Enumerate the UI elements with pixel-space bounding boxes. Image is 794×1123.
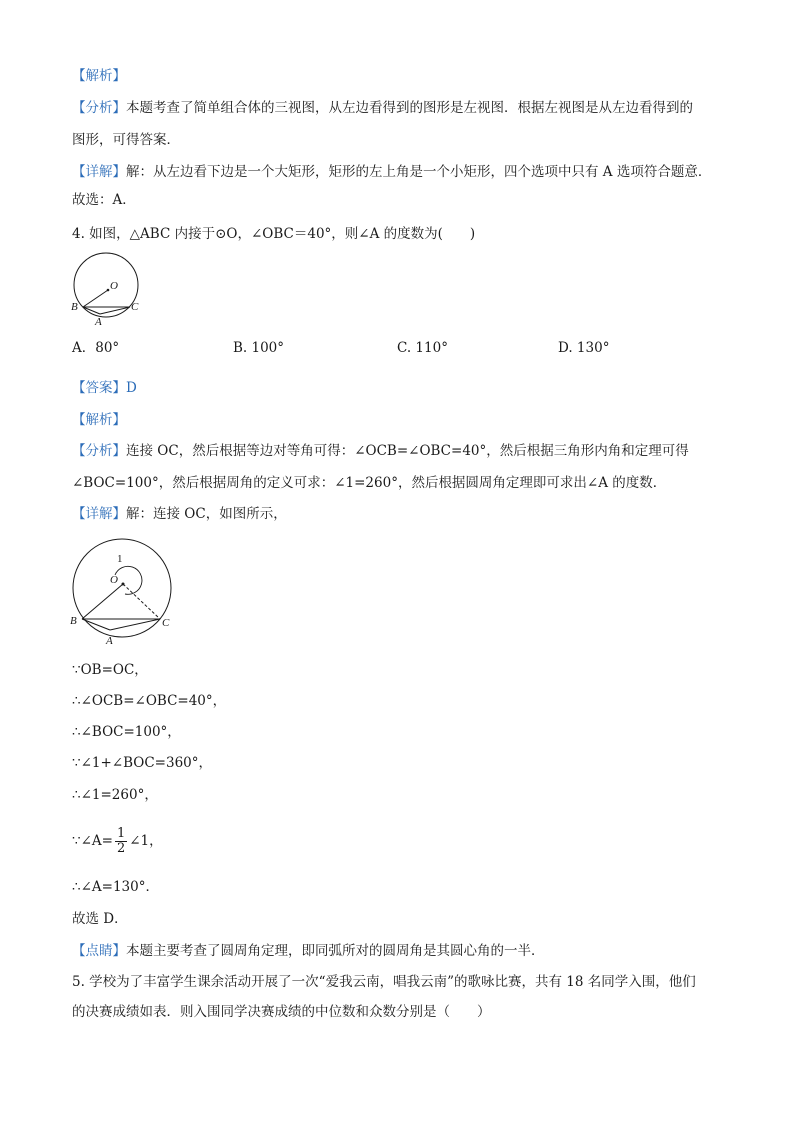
question-4: 4. 如图，△ABC 内接于⊙O，∠OBC＝40°，则∠A 的度数为( ) bbox=[72, 226, 476, 242]
choice-text-1: 故选：A． bbox=[72, 192, 136, 208]
step-half bbox=[72, 823, 163, 859]
fig2-label-B: B bbox=[70, 615, 77, 627]
fig1-label-C: C bbox=[131, 301, 139, 313]
option-a: A．80° bbox=[72, 340, 120, 356]
fraction-half: $\frac{1}{2}$ bbox=[116, 826, 126, 856]
section-tag: 【点睛】 bbox=[72, 943, 126, 959]
fig2-label-C: C bbox=[162, 617, 170, 629]
analysis-text-2b: ∠BOC=100°，然后根据周角的定义可求：∠1=260°，然后根据圆周角定理即可求出∠A 的度数． bbox=[72, 475, 667, 491]
fig1-label-A: A bbox=[95, 316, 102, 328]
fig1-label-O: O bbox=[110, 280, 118, 292]
step-3: ∴∠BOC=100°， bbox=[72, 724, 181, 740]
analysis-text-1b: 图形，可得答案． bbox=[72, 132, 180, 148]
fig1-label-B: B bbox=[71, 301, 78, 313]
figure-circle-2 bbox=[68, 538, 178, 650]
step-5: ∴∠1=260°， bbox=[72, 787, 158, 803]
detail-text-1: 【详解】解：从左边看下边是一个大矩形，矩形的左上角是一个小矩形，四个选项中只有 A 选项符合题意． bbox=[72, 164, 712, 180]
detail-text-2: 【详解】解：连接 OC，如图所示， bbox=[72, 506, 287, 522]
key-point: 【点睛】本题主要考查了圆周角定理，即同弧所对的圆周角是其圆心角的一半． bbox=[72, 943, 545, 959]
analysis-heading-2: 【解析】 bbox=[72, 412, 126, 428]
step-final: ∴∠A=130°． bbox=[72, 879, 159, 895]
fig2-label-one: 1 bbox=[117, 553, 123, 565]
step-half-prefix: ∵∠A= bbox=[72, 833, 113, 849]
step-2: ∴∠OCB=∠OBC=40°， bbox=[72, 693, 227, 709]
section-tag: 【详解】 bbox=[72, 164, 126, 180]
option-c: C. 110° bbox=[397, 340, 448, 356]
question-5-line-1: 5. 学校为了丰富学生课余活动开展了一次“爱我云南，唱我云南”的歌咏比赛，共有 18 名同学入围，他们 bbox=[72, 974, 696, 990]
section-tag: 【分析】 bbox=[72, 100, 126, 116]
figure-circle-1 bbox=[70, 252, 150, 328]
section-tag: 【详解】 bbox=[72, 506, 126, 522]
fig2-label-O: O bbox=[110, 574, 118, 586]
fig2-label-A: A bbox=[106, 635, 113, 647]
step-1: ∵OB=OC， bbox=[72, 662, 148, 678]
step-4: ∵∠1+∠BOC=360°， bbox=[72, 755, 213, 771]
option-d: D. 130° bbox=[558, 340, 610, 356]
analysis-text-2a: 【分析】连接 OC，然后根据等边对等角可得：∠OCB=∠OBC=40°，然后根据三角形内角和定理可得 bbox=[72, 443, 689, 459]
analysis-heading-1: 【解析】 bbox=[72, 68, 126, 84]
answer-line: 【答案】D bbox=[72, 380, 137, 396]
option-b: B. 100° bbox=[233, 340, 285, 356]
choice-text-2: 故选 D． bbox=[72, 911, 128, 927]
section-tag: 【分析】 bbox=[72, 443, 126, 459]
analysis-text-1a: 【分析】本题考查了简单组合体的三视图，从左边看得到的图形是左视图．根据左视图是从左边看得到的 bbox=[72, 100, 693, 116]
question-5-line-2: 的决赛成绩如表．则入围同学决赛成绩的中位数和众数分别是（ ） bbox=[72, 1004, 491, 1020]
step-half-suffix: ∠1， bbox=[129, 833, 163, 849]
